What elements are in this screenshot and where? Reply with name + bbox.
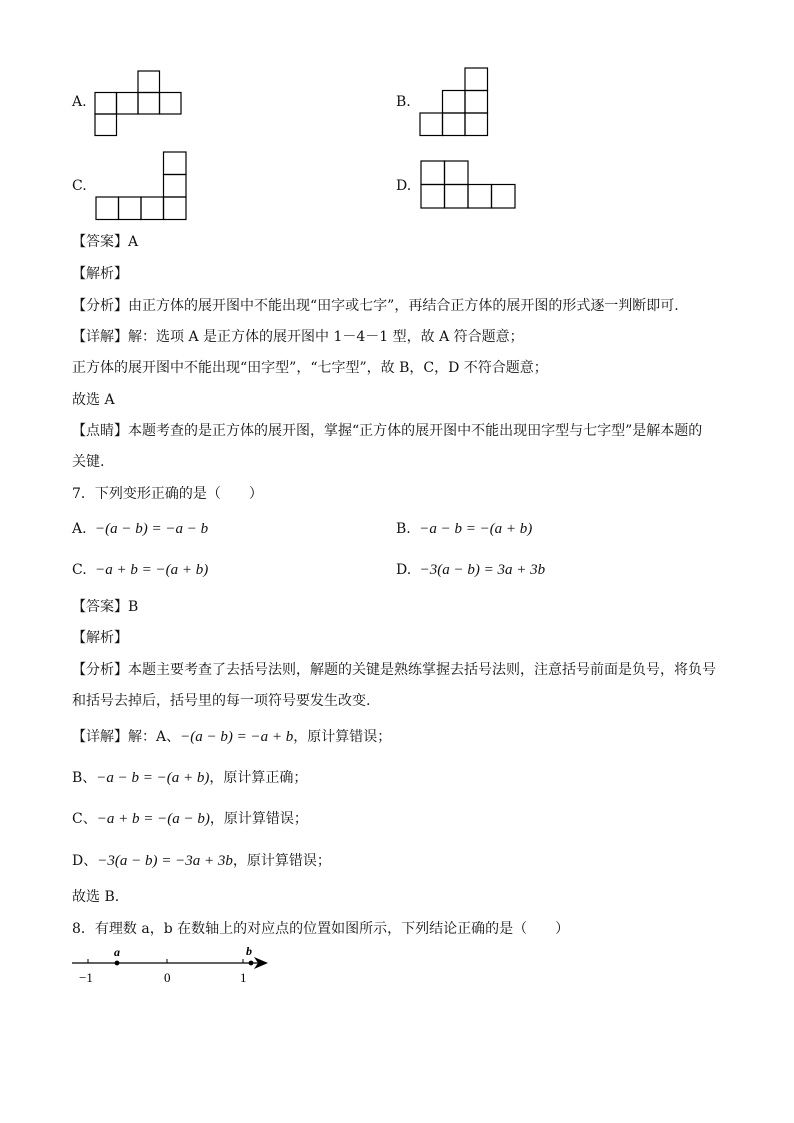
option-c-formula: −a + b = −(a + b) [95,562,209,578]
q6-review [72,421,702,441]
q7-conclusion: 故选 B. [72,889,120,905]
detail-formula: −(a − b) = −a + b [180,729,294,745]
net-b-cell [465,113,488,136]
analysis-text: 由正方体的展开图中不能出现“田字或七字”，再结合正方体的展开图的形式逐一判断即可. [128,298,679,314]
detail-formula: −3(a − b) = −3a + 3b [97,853,233,869]
net-b-cell [443,91,466,114]
detail-prefix: C、 [72,811,97,827]
option-b-net-figure [419,67,491,139]
detail-suffix: ，原计算错误； [293,729,392,745]
q6-answer [72,232,138,252]
option-label: C. [72,562,87,578]
number-line-figure [70,942,280,988]
q7-analysis [72,660,716,680]
net-a-cell [117,93,139,115]
net-c-cell [96,197,119,220]
q7-answer [72,597,138,617]
q7-stem: 7．下列变形正确的是（ ） [72,486,263,502]
analysis-text: 本题主要考查了去括号法则，解题的关键是熟练掌握去括号法则，注意括号前面是负号，将负号 [128,662,716,678]
net-b-cell [465,91,488,114]
tick-label-1: 1 [240,970,247,985]
q6-analysis [72,296,679,316]
detail-tag: 【详解】 [72,329,128,345]
answer-tag: 【答案】 [72,234,128,250]
net-d-cell [468,185,492,209]
net-b-cell [443,113,466,136]
q7-detail-a [72,727,391,747]
net-c-cell [119,197,142,220]
q7-jiexi-heading: 【解析】 [72,630,128,646]
detail-text: 解：选项 A 是正方体的展开图中 1－4－1 型，故 A 符合题意； [128,329,524,345]
q6-detail [72,327,524,347]
detail-prefix: D、 [72,853,98,869]
point-a-dot [115,961,120,966]
q7-detail-d [72,851,331,871]
q6-jiexi-heading: 【解析】 [72,266,128,282]
net-c-cell [164,152,187,175]
net-d-cell [492,185,516,209]
detail-formula: −a + b = −(a − b) [96,811,210,827]
q7-option-c [72,560,208,580]
q8-stem: 8．有理数 a，b 在数轴上的对应点的位置如图所示，下列结论正确的是（ ） [72,921,570,937]
net-c-cell [164,197,187,220]
q7-analysis-cont: 和括号去掉后，括号里的每一项符号要发生改变. [72,693,371,709]
q7-option-b [396,519,532,539]
tick-label-minus1: −1 [79,970,93,985]
detail-suffix: ，原计算错误； [209,811,308,827]
review-text: 本题考查的是正方体的展开图，掌握“正方体的展开图中不能出现田字型与七字型”是解本题的 [128,423,703,439]
detail-tag: 【详解】 [72,729,128,745]
option-b-label: B. [396,94,411,110]
option-a-label: A. [72,94,87,110]
option-b-formula: −a − b = −(a + b) [419,521,533,537]
q7-detail-c [72,809,308,829]
detail-prefix: B、 [72,770,97,786]
net-d-cell [445,161,469,185]
tick-label-0: 0 [164,970,171,985]
detail-formula: −a − b = −(a + b) [96,770,210,786]
net-b-cell [465,68,488,91]
net-b-cell [420,113,443,136]
net-d-cell [421,185,445,209]
point-a-label: a [114,945,120,959]
q6-conclusion: 故选 A [72,392,115,408]
option-c-label: C. [72,178,87,194]
net-d-cell [421,161,445,185]
option-a-net-figure [94,70,184,138]
option-d-net-figure [420,160,520,212]
analysis-tag: 【分析】 [72,662,128,678]
q6-review-cont: 关键. [72,454,105,470]
detail-suffix: ，原计算正确； [209,770,308,786]
detail-prefix: 解：A、 [128,729,181,745]
analysis-tag: 【分析】 [72,298,128,314]
net-a-cell [95,93,117,115]
option-label: D. [396,562,412,578]
option-label: A. [72,521,87,537]
option-d-label: D. [396,178,412,194]
point-b-dot [249,961,254,966]
answer-value: A [128,234,139,250]
net-d-cell [445,185,469,209]
answer-tag: 【答案】 [72,599,128,615]
net-c-cell [141,197,164,220]
q7-option-a [72,519,208,539]
q7-detail-b [72,768,307,788]
net-a-cell [138,71,160,93]
answer-value: B [128,599,139,615]
q7-option-d [396,560,545,580]
review-tag: 【点睛】 [72,423,128,439]
net-a-cell [95,114,117,136]
point-b-label: b [246,944,252,958]
option-c-net-figure [95,151,189,223]
net-c-cell [164,175,187,198]
q6-detail-line2: 正方体的展开图中不能出现“田字型”，“七字型”，故 B，C，D 不符合题意； [72,360,548,376]
net-a-cell [160,93,182,115]
detail-suffix: ，原计算错误； [232,853,331,869]
net-a-cell [138,93,160,115]
option-a-formula: −(a − b) = −a − b [95,521,209,537]
option-d-formula: −3(a − b) = 3a + 3b [419,562,546,578]
option-label: B. [396,521,411,537]
